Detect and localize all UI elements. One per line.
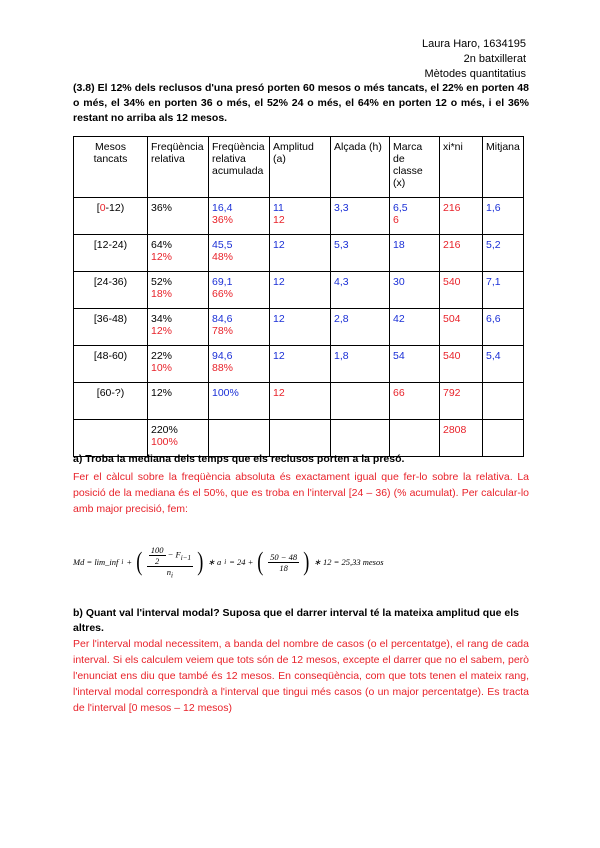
formula-lhs: Md = lim_inf [73, 557, 119, 568]
interval-zero: 0 [99, 202, 106, 214]
table-cell [390, 346, 440, 383]
cell-value: 36% [212, 214, 234, 226]
cell-value: 216 [443, 202, 461, 214]
cell-value: 94,6 [212, 350, 233, 362]
table-header-row [74, 137, 524, 198]
table-cell [440, 198, 483, 235]
cell-value: 12% [151, 251, 173, 263]
table-cell [270, 309, 331, 346]
cell-value: 18 [393, 239, 405, 251]
median-formula: Md = lim_inf i + ( $\frac{100}{2}$ − $F_{i-1}$ $n_i$ ) ∗ a i = 24 + ( $\frac{50 - 48}{18}$ ) ∗ 12 = 25,33 mesos [73, 545, 384, 580]
table-cell [483, 198, 524, 235]
table-cell [440, 235, 483, 272]
table-cell [270, 420, 331, 457]
interval-label: -12) [105, 202, 125, 214]
interval-open: [ [96, 202, 100, 214]
cell-value: 540 [443, 350, 461, 362]
cell-value: 64% [151, 239, 173, 251]
cell-value: 792 [443, 387, 461, 399]
interval-cell [74, 198, 148, 235]
cell-value: 4,3 [334, 276, 349, 288]
table-cell [331, 235, 390, 272]
interval-label: [12-24) [93, 239, 128, 251]
total-freq-cell [148, 420, 209, 457]
col-header: Freqüència relativa acumulada [209, 137, 270, 198]
total-freq-corrected: 100% [151, 436, 178, 448]
question-b-title: b) Quant val l'interval modal? Suposa que el darrer interval té la mateixa amplitud que els altres. [73, 607, 519, 634]
cell-value: 2,8 [334, 313, 349, 325]
table-cell [148, 272, 209, 309]
cell-value: 504 [443, 313, 461, 325]
table-cell [209, 309, 270, 346]
cell-value: 78% [212, 325, 234, 337]
table-cell [483, 383, 524, 420]
table-cell [331, 383, 390, 420]
table-cell [148, 346, 209, 383]
col-header: Mitjana [483, 137, 524, 198]
table-cell [270, 272, 331, 309]
cell-value: 69,1 [212, 276, 233, 288]
interval-cell [74, 272, 148, 309]
col-header: Amplitud (a) [270, 137, 331, 198]
table-cell [148, 383, 209, 420]
table-cell [148, 198, 209, 235]
interval-cell [74, 346, 148, 383]
table-cell [209, 272, 270, 309]
cell-value: 10% [151, 362, 173, 374]
interval-label: [36-48) [93, 313, 128, 325]
table-cell [209, 420, 270, 457]
table-cell [148, 309, 209, 346]
table-cell [390, 235, 440, 272]
table-cell [331, 198, 390, 235]
question-a-title: a) Troba la mediana dels temps que els reclusos porten a la presó. [73, 453, 405, 465]
cell-value: 6,6 [486, 313, 501, 325]
cell-value: 12% [151, 387, 173, 399]
cell-value: 36% [151, 202, 173, 214]
table-cell [440, 309, 483, 346]
table-cell [440, 346, 483, 383]
table-cell [331, 272, 390, 309]
table-row [74, 198, 524, 235]
interval-label: [60-?) [96, 387, 125, 399]
cell-value: 12 [273, 313, 285, 325]
problem-statement: (3.8) El 12% dels reclusos d'una presó porten 60 mesos o més tancats, el 22% en porten 48 o més, el 34% en porten 36 o més, el 52% 24 o més, el 64% en porten 12 o més, i el 36% restant no arriba als 12 mesos. [73, 82, 529, 124]
table-cell [209, 383, 270, 420]
col-header: xi*ni [440, 137, 483, 198]
interval-label: [24-36) [93, 276, 128, 288]
frequency-table [73, 136, 524, 457]
cell-value: 66% [212, 288, 234, 300]
interval-cell [74, 383, 148, 420]
table-cell [483, 420, 524, 457]
total-xn-cell [440, 420, 483, 457]
table-cell [209, 235, 270, 272]
table-row [74, 272, 524, 309]
cell-value: 52% [151, 276, 173, 288]
cell-value: 12% [151, 325, 173, 337]
table-cell [390, 272, 440, 309]
table-row [74, 309, 524, 346]
total-freq: 220% [151, 424, 178, 436]
cell-value: 5,2 [486, 239, 501, 251]
table-row [74, 235, 524, 272]
table-cell [270, 346, 331, 383]
col-header: Marca de classe (x) [390, 137, 440, 198]
cell-value: 66 [393, 387, 405, 399]
col-header: Alçada (h) [331, 137, 390, 198]
table-cell [209, 198, 270, 235]
table-cell [440, 383, 483, 420]
cell-value: 48% [212, 251, 234, 263]
cell-value: 12 [273, 276, 285, 288]
col-header: Freqüència relativa [148, 137, 209, 198]
course-name: 2n batxillerat [463, 53, 526, 65]
table-row [74, 383, 524, 420]
cell-value: 22% [151, 350, 173, 362]
table-cell [483, 309, 524, 346]
cell-value: 34% [151, 313, 173, 325]
table-cell [209, 346, 270, 383]
cell-value: 1,6 [486, 202, 501, 214]
table-cell [483, 235, 524, 272]
interval-label: [48-60) [93, 350, 128, 362]
cell-value: 5,3 [334, 239, 349, 251]
table-cell [390, 198, 440, 235]
table-cell [148, 235, 209, 272]
cell-value: 12 [273, 350, 285, 362]
table-cell [390, 420, 440, 457]
cell-value: 6,5 [393, 202, 408, 214]
cell-value: 54 [393, 350, 405, 362]
question-a-answer: Fer el càlcul sobre la freqüència absoluta és exactament igual que fer-lo sobre la relativa. La posició de la mediana és el 50%, que es troba en l'interval [24 – 36) (% acumulat). Per calcular-lo amb major precisió, fem: [73, 471, 529, 515]
table-cell [331, 309, 390, 346]
interval-cell [74, 235, 148, 272]
cell-value: 30 [393, 276, 405, 288]
cell-value: 84,6 [212, 313, 233, 325]
cell-value: 540 [443, 276, 461, 288]
table-cell [270, 198, 331, 235]
interval-cell [74, 309, 148, 346]
cell-value: 12 [273, 214, 285, 226]
cell-value: 3,3 [334, 202, 349, 214]
cell-value: 12 [273, 387, 285, 399]
author-name: Laura Haro, 1634195 [422, 38, 526, 50]
subject-name: Mètodes quantitatius [424, 68, 526, 80]
cell-value: 6 [393, 214, 399, 226]
cell-value: 42 [393, 313, 405, 325]
formula-fraction: $\frac{100}{2}$ − $F_{i-1}$ $n_i$ [147, 545, 193, 580]
table-cell [390, 309, 440, 346]
cell-value: 45,5 [212, 239, 233, 251]
col-header: Mesos tancats [74, 137, 148, 198]
table-cell [331, 346, 390, 383]
formula-fraction-values: $\frac{50 - 48}{18}$ [270, 551, 298, 573]
cell-value: 12 [273, 239, 285, 251]
cell-value: 5,4 [486, 350, 501, 362]
table-cell [440, 272, 483, 309]
cell-value: 216 [443, 239, 461, 251]
table-cell [483, 346, 524, 383]
total-xn: 2808 [443, 424, 467, 436]
table-cell [331, 420, 390, 457]
cell-value: 88% [212, 362, 234, 374]
cell-value: 11 [273, 202, 284, 214]
cell-value: 7,1 [486, 276, 501, 288]
author-header [422, 37, 526, 82]
cell-value: 1,8 [334, 350, 349, 362]
table-cell [270, 235, 331, 272]
table-cell [390, 383, 440, 420]
table-total-row [74, 420, 524, 457]
question-b-answer: Per l'interval modal necessitem, a banda del nombre de casos (o el percentatge), el rang de cada interval. Si els calculem veiem que tots són de 12 mesos, excepte el darrer que no el sabem, però l'enunciat ens diu que també és 12 mesos. En conseqüència, com que tots tenen el mateix rang, l'interval modal correspondrà a l'interval que tingui més casos (o un major percentatge). Es tracta de l'interval [0 mesos – 12 mesos) [73, 638, 529, 714]
cell-value: 18% [151, 288, 173, 300]
cell-value: 16,4 [212, 202, 233, 214]
table-cell [483, 272, 524, 309]
cell-value: 100% [212, 387, 239, 399]
table-cell [74, 420, 148, 457]
table-row [74, 346, 524, 383]
table-cell [270, 383, 331, 420]
